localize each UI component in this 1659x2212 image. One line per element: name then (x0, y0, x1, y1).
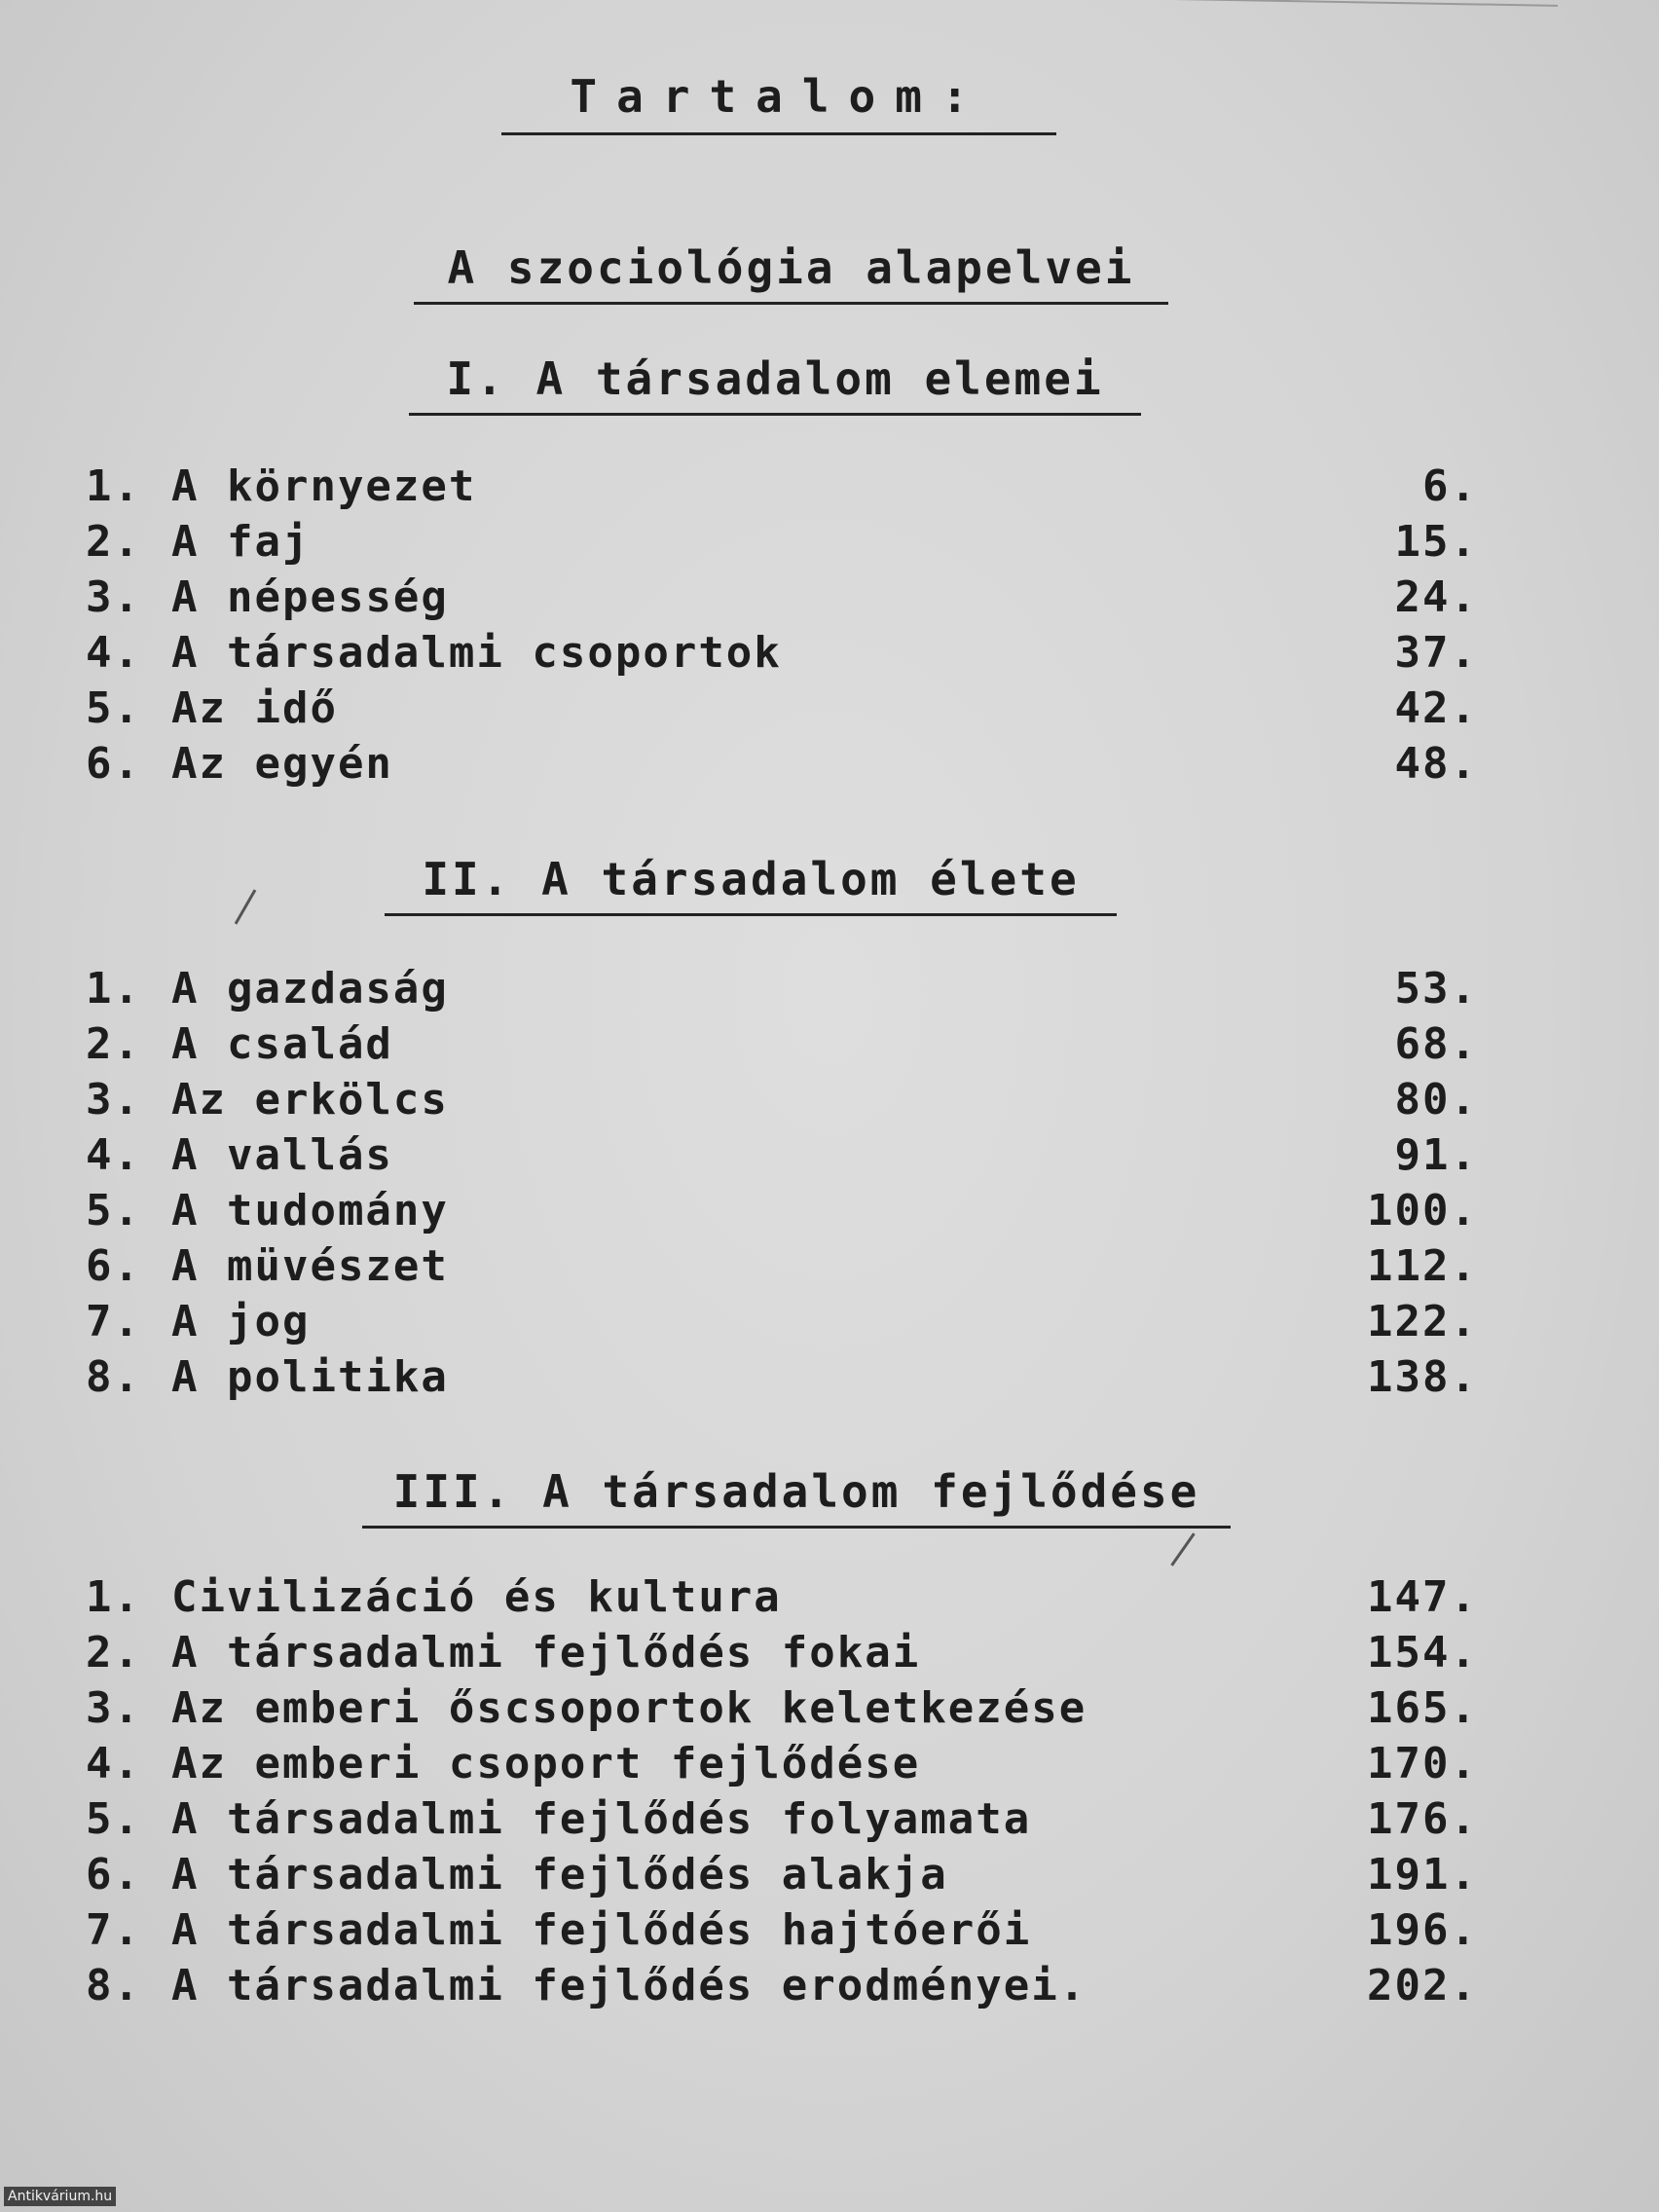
page-title: Tartalom: (501, 70, 1056, 135)
entry-title: A társadalmi fejlődés folyamata (171, 1794, 1032, 1844)
entry-page: 196. (1367, 1905, 1478, 1955)
entry-page: 122. (1367, 1297, 1478, 1346)
toc-entry (86, 1352, 1478, 1408)
entry-page: 191. (1367, 1850, 1478, 1899)
entry-number: 4. (86, 1130, 141, 1180)
toc-entry (86, 1628, 1478, 1683)
entry-number: 5. (86, 1186, 141, 1235)
toc-entry (86, 461, 1478, 517)
toc-entry (86, 739, 1478, 794)
entry-title: A társadalmi csoportok (171, 628, 782, 678)
toc-entry (86, 572, 1478, 628)
paper-scratch (235, 889, 257, 924)
toc-entry (86, 1572, 1478, 1628)
entry-title: A társadalmi fejlődés hajtóerői (171, 1905, 1032, 1955)
entry-title: A vallás (171, 1130, 393, 1180)
toc-entry (86, 1297, 1478, 1352)
toc-entry (86, 1739, 1478, 1794)
entry-number: 3. (86, 572, 141, 622)
entry-page: 53. (1394, 964, 1478, 1014)
toc-entry (86, 1075, 1478, 1130)
entry-title: Az egyén (171, 739, 393, 789)
entry-title: A jog (171, 1297, 311, 1346)
toc-entry (86, 1850, 1478, 1905)
entry-number: 3. (86, 1075, 141, 1124)
entry-page: 165. (1367, 1683, 1478, 1733)
entry-number: 6. (86, 1850, 141, 1899)
entry-page: 15. (1394, 517, 1478, 567)
toc-entry (86, 1130, 1478, 1186)
watermark: Antikvárium.hu (4, 2187, 116, 2206)
entry-page: 6. (1422, 461, 1478, 511)
entry-number: 8. (86, 1961, 141, 2010)
toc-entry (86, 517, 1478, 572)
toc-entry (86, 1905, 1478, 1961)
section-1-list (86, 461, 1478, 794)
entry-number: 7. (86, 1297, 141, 1346)
entry-number: 2. (86, 1019, 141, 1069)
paper-scratch (1170, 1532, 1195, 1566)
section-heading-1: I. A társadalom elemei (409, 352, 1141, 416)
entry-title: Az emberi őscsoportok keletkezése (171, 1683, 1088, 1733)
entry-number: 8. (86, 1352, 141, 1402)
entry-number: 6. (86, 739, 141, 789)
entry-page: 42. (1394, 683, 1478, 733)
entry-page: 147. (1367, 1572, 1478, 1622)
entry-title: A társadalmi fejlődés alakja (171, 1850, 948, 1899)
entry-title: Az erkölcs (171, 1075, 449, 1124)
entry-page: 112. (1367, 1241, 1478, 1291)
entry-title: A gazdaság (171, 964, 449, 1014)
entry-number: 5. (86, 683, 141, 733)
entry-title: A család (171, 1019, 393, 1069)
toc-entry (86, 1019, 1478, 1075)
toc-entry (86, 1186, 1478, 1241)
entry-title: Az idő (171, 683, 338, 733)
paper-edge (1013, 0, 1558, 7)
entry-title: A faj (171, 517, 311, 567)
section-3-list (86, 1572, 1478, 2016)
section-heading-2: II. A társadalom élete (385, 853, 1117, 916)
entry-page: 170. (1367, 1739, 1478, 1788)
entry-page: 48. (1394, 739, 1478, 789)
entry-page: 68. (1394, 1019, 1478, 1069)
entry-title: A politika (171, 1352, 449, 1402)
toc-entry (86, 1683, 1478, 1739)
entry-number: 4. (86, 628, 141, 678)
toc-entry (86, 1961, 1478, 2016)
entry-page: 91. (1394, 1130, 1478, 1180)
main-heading: A szociológia alapelvei (414, 241, 1168, 305)
entry-page: 37. (1394, 628, 1478, 678)
entry-title: A társadalmi fejlődés erodményei. (171, 1961, 1088, 2010)
entry-number: 4. (86, 1739, 141, 1788)
entry-number: 5. (86, 1794, 141, 1844)
entry-title: A népesség (171, 572, 449, 622)
entry-number: 7. (86, 1905, 141, 1955)
entry-page: 176. (1367, 1794, 1478, 1844)
toc-entry (86, 964, 1478, 1019)
entry-page: 138. (1367, 1352, 1478, 1402)
entry-title: A társadalmi fejlődés fokai (171, 1628, 921, 1677)
toc-entry (86, 1794, 1478, 1850)
toc-entry (86, 683, 1478, 739)
entry-number: 1. (86, 461, 141, 511)
entry-number: 3. (86, 1683, 141, 1733)
entry-title: Az emberi csoport fejlődése (171, 1739, 921, 1788)
entry-number: 1. (86, 1572, 141, 1622)
entry-title: A tudomány (171, 1186, 449, 1235)
entry-page: 100. (1367, 1186, 1478, 1235)
entry-title: Civilizáció és kultura (171, 1572, 782, 1622)
entry-page: 24. (1394, 572, 1478, 622)
section-2-list (86, 964, 1478, 1408)
entry-number: 2. (86, 1628, 141, 1677)
entry-number: 1. (86, 964, 141, 1014)
entry-number: 6. (86, 1241, 141, 1291)
entry-title: A müvészet (171, 1241, 449, 1291)
toc-entry (86, 1241, 1478, 1297)
entry-number: 2. (86, 517, 141, 567)
entry-page: 80. (1394, 1075, 1478, 1124)
entry-page: 202. (1367, 1961, 1478, 2010)
entry-page: 154. (1367, 1628, 1478, 1677)
entry-title: A környezet (171, 461, 477, 511)
section-heading-3: III. A társadalom fejlődése (362, 1465, 1231, 1529)
toc-entry (86, 628, 1478, 683)
